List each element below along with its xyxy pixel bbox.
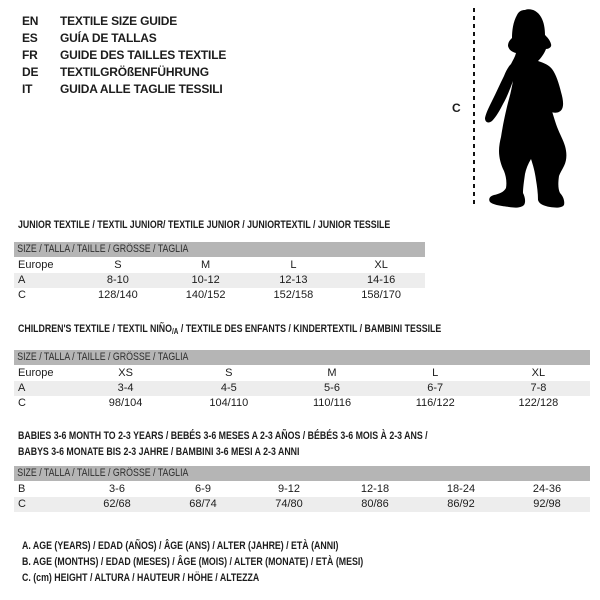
row-label: Europe xyxy=(18,367,54,379)
language-legend xyxy=(22,13,226,98)
language-code: DE xyxy=(22,65,39,79)
size-cell: 74/80 xyxy=(275,498,303,510)
row-label: Europe xyxy=(18,259,54,271)
size-cell: 6-9 xyxy=(195,483,211,495)
size-cell: 18-24 xyxy=(446,483,476,495)
language-row xyxy=(22,30,226,47)
size-cell: L xyxy=(432,367,439,379)
table-row xyxy=(14,482,590,497)
size-cell: XL xyxy=(374,259,388,271)
language-code: ES xyxy=(22,31,38,45)
height-measure-figure xyxy=(440,0,600,215)
size-header-bar: SIZE / TALLA / TAILLE / GRÖSSE / TAGLIA xyxy=(14,242,425,257)
language-row xyxy=(22,47,226,64)
language-code: FR xyxy=(22,48,38,62)
footnote-age-months: B. AGE (MONTHS) / EDAD (MESES) / ÂGE (MOIS) / ALTER (MONATE) / ETÀ (MESI) xyxy=(22,556,364,568)
size-cell: 158/170 xyxy=(361,289,401,301)
size-cell: 6-7 xyxy=(427,382,444,394)
table-title: JUNIOR TEXTILE / TEXTIL JUNIOR/ TEXTILE JUNIOR / JUNIORTEXTIL / JUNIOR TESSILE xyxy=(18,219,391,231)
height-measure-line xyxy=(473,8,475,207)
size-cell: S xyxy=(225,367,233,379)
size-cell: 9-12 xyxy=(277,483,301,495)
size-cell: 68/74 xyxy=(189,498,217,510)
legend-footnotes xyxy=(22,538,449,586)
row-label: C xyxy=(18,498,26,510)
size-cell: S xyxy=(114,259,122,271)
size-cell: 92/98 xyxy=(533,498,561,510)
size-cell: 12-18 xyxy=(360,483,390,495)
language-code: IT xyxy=(22,82,33,96)
guide-title: TEXTILGRÖßENFÜHRUNG xyxy=(60,65,209,79)
table-row xyxy=(14,497,590,512)
language-row xyxy=(22,64,226,81)
size-header-bar: SIZE / TALLA / TAILLE / GRÖSSE / TAGLIA xyxy=(14,350,590,365)
footnote-age-years: A. AGE (YEARS) / EDAD (AÑOS) / ÂGE (ANS) / ALTER (JAHRE) / ETÀ (ANNI) xyxy=(22,540,339,552)
size-cell: 7-8 xyxy=(530,382,547,394)
toddler-silhouette-icon xyxy=(480,0,600,215)
size-cell: 98/104 xyxy=(108,397,143,409)
row-label: C xyxy=(18,397,26,409)
size-cell: 10-12 xyxy=(191,274,220,286)
size-cell: 116/122 xyxy=(415,397,455,409)
guide-title: GUÍA DE TALLAS xyxy=(60,31,157,45)
babies-size-table xyxy=(14,428,590,513)
table-title: CHILDREN'S TEXTILE / TEXTIL NIÑO/A / TEXTILE DES ENFANTS / KINDERTEXTIL / BAMBINI TESSILE xyxy=(18,323,442,336)
height-measure-label: C xyxy=(452,101,461,115)
size-cell: 3-4 xyxy=(117,382,134,394)
size-cell: L xyxy=(290,259,297,271)
guide-title: TEXTILE SIZE GUIDE xyxy=(60,14,178,28)
size-cell: M xyxy=(327,367,337,379)
size-cell: 14-16 xyxy=(367,274,396,286)
table-row xyxy=(14,258,425,273)
table-row xyxy=(14,273,425,288)
size-header-bar: SIZE / TALLA / TAILLE / GRÖSSE / TAGLIA xyxy=(14,466,590,481)
table-row xyxy=(14,396,590,411)
language-row xyxy=(22,81,226,98)
size-cell: 140/152 xyxy=(185,289,226,301)
row-label: A xyxy=(18,382,26,394)
size-cell: 3-6 xyxy=(109,483,125,495)
language-row xyxy=(22,13,226,30)
size-cell: 24-36 xyxy=(532,483,562,495)
children-size-table xyxy=(14,322,590,412)
row-label: C xyxy=(18,289,26,301)
size-cell: 122/128 xyxy=(518,397,559,409)
language-code: EN xyxy=(22,14,39,28)
size-cell: 128/140 xyxy=(97,289,138,301)
row-label: A xyxy=(18,274,26,286)
row-label: B xyxy=(18,483,26,495)
size-cell: M xyxy=(201,259,211,271)
junior-size-table xyxy=(14,218,425,304)
size-cell: 4-5 xyxy=(220,382,237,394)
size-cell: 5-6 xyxy=(324,382,340,394)
size-cell: 12-13 xyxy=(279,274,308,286)
size-cell: 8-10 xyxy=(106,274,129,286)
table-row xyxy=(14,381,590,396)
size-cell: 152/158 xyxy=(273,289,314,301)
size-cell: 62/68 xyxy=(103,498,131,510)
guide-title: GUIDE DES TAILLES TEXTILE xyxy=(60,48,227,62)
size-cell: 110/116 xyxy=(312,397,352,409)
guide-title: GUIDA ALLE TAGLIE TESSILI xyxy=(60,82,223,96)
size-cell: 86/92 xyxy=(447,498,475,510)
size-cell: 104/110 xyxy=(209,397,249,409)
table-title: BABIES 3-6 MONTH TO 2-3 YEARS / BEBÉS 3-6 MESES A 2-3 AÑOS / BÉBÉS 3-6 MOIS À 2-3 ANS / BABYS 3-6 MONATE BIS 2-3 JAHRE / BAMBINI 3-6 MESI A 2-3 ANNI xyxy=(18,430,428,458)
size-cell: 80/86 xyxy=(361,498,389,510)
table-row xyxy=(14,288,425,303)
size-cell: XL xyxy=(531,367,546,379)
footnote-height: C. (cm) HEIGHT / ALTURA / HAUTEUR / HÖHE / ALTEZZA xyxy=(22,572,260,584)
table-row xyxy=(14,366,590,381)
size-cell: XS xyxy=(118,367,133,379)
